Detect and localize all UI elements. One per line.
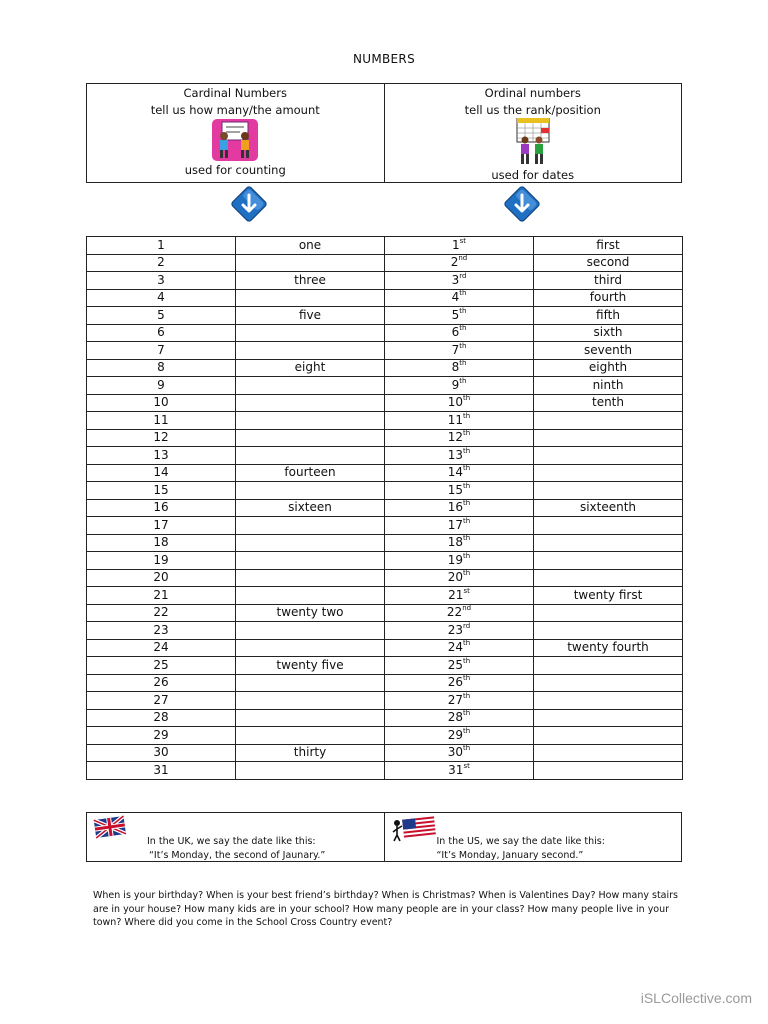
table-row (87, 289, 683, 307)
ordinal-digits: 17 (447, 517, 464, 532)
ordinal-suffix: th (463, 744, 471, 753)
cardinal-word (236, 727, 385, 745)
cardinal-number: 28 (87, 709, 236, 727)
counting-kids-icon (212, 119, 258, 161)
cardinal-number: 24 (87, 639, 236, 657)
table-row (87, 254, 683, 272)
ordinal-word: sixteenth (534, 499, 683, 517)
cardinal-number: 3 (87, 272, 236, 290)
cardinal-word (236, 482, 385, 500)
cardinal-number: 25 (87, 657, 236, 675)
ordinal-word (534, 482, 683, 500)
ordinal-suffix: th (463, 499, 471, 508)
ordinal-digits: 2 (450, 255, 459, 270)
cardinal-number: 7 (87, 342, 236, 360)
ordinal-suffix: th (459, 306, 467, 315)
cardinal-number: 21 (87, 587, 236, 605)
us-date-example: “It’s Monday, January second.” (436, 850, 584, 861)
table-row (87, 517, 683, 535)
cardinal-number: 31 (87, 762, 236, 780)
ordinal-digits: 8 (451, 360, 460, 375)
table-row (87, 639, 683, 657)
ordinal-suffix: th (463, 429, 471, 438)
cardinal-word (236, 692, 385, 710)
ordinal-number (385, 604, 534, 622)
table-row (87, 744, 683, 762)
ordinal-digits: 26 (447, 675, 464, 690)
ordinal-suffix: th (459, 376, 467, 385)
ordinal-number (385, 727, 534, 745)
ordinal-digits: 11 (447, 412, 464, 427)
ordinal-number (385, 657, 534, 675)
ordinal-number (385, 289, 534, 307)
ordinal-digits: 25 (447, 657, 464, 672)
ordinal-word (534, 552, 683, 570)
cardinal-number: 11 (87, 412, 236, 430)
ordinal-suffix: th (463, 516, 471, 525)
ordinal-suffix: th (459, 359, 467, 368)
ordinal-number (385, 499, 534, 517)
ordinal-digits: 30 (447, 745, 464, 760)
ordinal-number (385, 709, 534, 727)
uk-date-intro: In the UK, we say the date like this: (147, 836, 316, 847)
cardinal-word (236, 709, 385, 727)
cardinal-word (236, 674, 385, 692)
ordinal-suffix: th (463, 394, 471, 403)
ordinal-number (385, 534, 534, 552)
ordinal-word (534, 464, 683, 482)
ordinal-word (534, 569, 683, 587)
ordinal-digits: 22 (446, 605, 463, 620)
cardinal-usage: used for counting (184, 163, 286, 177)
uk-flag-icon (93, 815, 127, 841)
cardinal-word: thirty (236, 744, 385, 762)
cardinal-word: twenty five (236, 657, 385, 675)
ordinal-suffix: th (463, 639, 471, 648)
ordinal-suffix: rd (459, 271, 467, 280)
table-row (87, 692, 683, 710)
header-box (86, 83, 682, 183)
ordinal-word (534, 657, 683, 675)
ordinal-word: ninth (534, 377, 683, 395)
ordinal-word (534, 622, 683, 640)
ordinal-title: Ordinal numbers (484, 86, 581, 100)
cardinal-number: 20 (87, 569, 236, 587)
ordinal-digits: 12 (447, 430, 464, 445)
table-row (87, 342, 683, 360)
ordinal-suffix: nd (462, 604, 472, 613)
ordinal-suffix: th (463, 569, 471, 578)
ordinal-suffix: rd (463, 621, 471, 630)
ordinal-number (385, 394, 534, 412)
ordinal-number (385, 307, 534, 325)
cardinal-word (236, 342, 385, 360)
table-row (87, 464, 683, 482)
ordinal-digits: 9 (451, 377, 460, 392)
numbers-table (86, 236, 683, 780)
ordinal-number (385, 464, 534, 482)
cardinal-title: Cardinal Numbers (183, 86, 287, 100)
ordinal-word (534, 534, 683, 552)
ordinal-digits: 15 (447, 482, 464, 497)
cardinal-number: 23 (87, 622, 236, 640)
cardinal-word (236, 639, 385, 657)
table-row (87, 709, 683, 727)
ordinal-number (385, 744, 534, 762)
uk-date-cell (87, 813, 384, 861)
cardinal-number: 2 (87, 254, 236, 272)
cardinal-word (236, 517, 385, 535)
ordinal-suffix: th (463, 481, 471, 490)
cardinal-number: 9 (87, 377, 236, 395)
ordinal-digits: 1 (451, 237, 460, 252)
cardinal-number: 18 (87, 534, 236, 552)
table-row (87, 237, 683, 255)
ordinal-number (385, 254, 534, 272)
ordinal-suffix: th (463, 691, 471, 700)
table-row (87, 324, 683, 342)
cardinal-number: 6 (87, 324, 236, 342)
cardinal-word (236, 289, 385, 307)
cardinal-word (236, 254, 385, 272)
cardinal-number: 13 (87, 447, 236, 465)
ordinal-digits: 23 (447, 622, 464, 637)
cardinal-word (236, 447, 385, 465)
ordinal-word (534, 412, 683, 430)
ordinal-word (534, 692, 683, 710)
ordinal-digits: 29 (447, 727, 464, 742)
cardinal-number: 4 (87, 289, 236, 307)
table-row (87, 429, 683, 447)
cardinal-word: three (236, 272, 385, 290)
ordinal-usage: used for dates (491, 168, 575, 182)
cardinal-number: 26 (87, 674, 236, 692)
cardinal-word: twenty two (236, 604, 385, 622)
ordinal-suffix: th (463, 551, 471, 560)
cardinal-number: 19 (87, 552, 236, 570)
calendar-kids-icon (513, 118, 553, 166)
cardinal-header (87, 84, 384, 182)
cardinal-number: 15 (87, 482, 236, 500)
ordinal-word: fifth (534, 307, 683, 325)
cardinal-word (236, 534, 385, 552)
table-row (87, 587, 683, 605)
ordinal-number (385, 377, 534, 395)
table-row (87, 569, 683, 587)
cardinal-number: 22 (87, 604, 236, 622)
ordinal-suffix: th (463, 411, 471, 420)
cardinal-description: tell us how many/the amount (150, 103, 320, 117)
ordinal-word (534, 709, 683, 727)
down-arrow-icon (502, 184, 542, 224)
ordinal-number (385, 237, 534, 255)
ordinal-digits: 18 (447, 535, 464, 550)
ordinal-header (384, 84, 682, 182)
ordinal-suffix: th (463, 656, 471, 665)
cardinal-word: five (236, 307, 385, 325)
ordinal-number (385, 482, 534, 500)
ordinal-suffix: th (463, 674, 471, 683)
cardinal-word: fourteen (236, 464, 385, 482)
ordinal-number (385, 622, 534, 640)
ordinal-word (534, 429, 683, 447)
cardinal-number: 17 (87, 517, 236, 535)
table-row (87, 307, 683, 325)
ordinal-digits: 20 (447, 570, 464, 585)
ordinal-digits: 6 (451, 325, 460, 340)
ordinal-digits: 10 (447, 395, 464, 410)
ordinal-number (385, 762, 534, 780)
ordinal-number (385, 272, 534, 290)
ordinal-digits: 21 (448, 587, 464, 602)
ordinal-digits: 14 (447, 465, 464, 480)
date-formats-box (86, 812, 682, 862)
table-row (87, 412, 683, 430)
ordinal-digits: 28 (447, 710, 464, 725)
ordinal-suffix: th (463, 709, 471, 718)
ordinal-suffix: th (459, 341, 467, 350)
ordinal-digits: 27 (447, 692, 464, 707)
ordinal-number (385, 359, 534, 377)
table-row (87, 727, 683, 745)
ordinal-digits: 7 (451, 342, 460, 357)
table-row (87, 657, 683, 675)
ordinal-word (534, 604, 683, 622)
cardinal-number: 12 (87, 429, 236, 447)
ordinal-word (534, 517, 683, 535)
ordinal-digits: 5 (451, 307, 460, 322)
ordinal-suffix: st (463, 586, 470, 595)
us-date-cell (384, 813, 682, 861)
footer-watermark: iSLCollective.com (640, 990, 752, 1006)
ordinal-word: fourth (534, 289, 683, 307)
ordinal-word: first (534, 237, 683, 255)
ordinal-word: third (534, 272, 683, 290)
ordinal-number (385, 692, 534, 710)
ordinal-number (385, 674, 534, 692)
table-row (87, 272, 683, 290)
ordinal-word (534, 674, 683, 692)
us-flag-icon (391, 815, 437, 843)
cardinal-word (236, 569, 385, 587)
cardinal-word (236, 324, 385, 342)
cardinal-word: eight (236, 359, 385, 377)
cardinal-word: sixteen (236, 499, 385, 517)
ordinal-word (534, 762, 683, 780)
cardinal-number: 14 (87, 464, 236, 482)
ordinal-suffix: th (459, 289, 467, 298)
table-row (87, 482, 683, 500)
ordinal-digits: 24 (447, 640, 464, 655)
cardinal-number: 1 (87, 237, 236, 255)
ordinal-suffix: th (463, 464, 471, 473)
cardinal-word (236, 552, 385, 570)
table-row (87, 674, 683, 692)
ordinal-suffix: th (459, 324, 467, 333)
ordinal-word: sixth (534, 324, 683, 342)
ordinal-suffix: st (459, 236, 467, 245)
table-row (87, 377, 683, 395)
cardinal-word (236, 762, 385, 780)
table-row (87, 552, 683, 570)
cardinal-number: 27 (87, 692, 236, 710)
ordinal-number (385, 517, 534, 535)
ordinal-number (385, 429, 534, 447)
table-row (87, 499, 683, 517)
ordinal-number (385, 412, 534, 430)
ordinal-word: eighth (534, 359, 683, 377)
ordinal-word (534, 727, 683, 745)
cardinal-word (236, 412, 385, 430)
cardinal-number: 16 (87, 499, 236, 517)
ordinal-word: twenty first (534, 587, 683, 605)
ordinal-digits: 3 (451, 272, 460, 287)
down-arrow-icon (229, 184, 269, 224)
ordinal-digits: 16 (447, 500, 464, 515)
cardinal-word (236, 622, 385, 640)
table-row (87, 762, 683, 780)
ordinal-word: twenty fourth (534, 639, 683, 657)
ordinal-digits: 13 (447, 447, 464, 462)
ordinal-number (385, 587, 534, 605)
ordinal-number (385, 639, 534, 657)
ordinal-suffix: st (463, 761, 470, 770)
cardinal-number: 10 (87, 394, 236, 412)
table-row (87, 447, 683, 465)
ordinal-word (534, 447, 683, 465)
cardinal-number: 5 (87, 307, 236, 325)
cardinal-number: 8 (87, 359, 236, 377)
ordinal-word (534, 744, 683, 762)
ordinal-number (385, 569, 534, 587)
ordinal-suffix: th (463, 534, 471, 543)
table-row (87, 534, 683, 552)
table-row (87, 622, 683, 640)
table-row (87, 394, 683, 412)
ordinal-digits: 31 (448, 762, 464, 777)
page-title: NUMBERS (353, 52, 415, 66)
ordinal-suffix: th (463, 726, 471, 735)
discussion-questions: When is your birthday? When is your best friend’s birthday? When is Christmas? When is Valentines Day? How many stairs are in your house? How many kids are in your school? How many people are in your class? How many people live in your town? Where did you come in the School Cross Country event? (93, 890, 678, 928)
cardinal-number: 30 (87, 744, 236, 762)
cardinal-word (236, 394, 385, 412)
cardinal-number: 29 (87, 727, 236, 745)
uk-date-example: “It’s Monday, the second of Jaunary.” (149, 850, 326, 861)
cardinal-word: one (236, 237, 385, 255)
ordinal-word: seventh (534, 342, 683, 360)
ordinal-number (385, 447, 534, 465)
ordinal-word: tenth (534, 394, 683, 412)
ordinal-digits: 19 (447, 552, 464, 567)
table-row (87, 359, 683, 377)
us-date-intro: In the US, we say the date like this: (436, 836, 605, 847)
ordinal-number (385, 342, 534, 360)
ordinal-suffix: nd (458, 254, 468, 263)
ordinal-number (385, 552, 534, 570)
ordinal-number (385, 324, 534, 342)
ordinal-digits: 4 (451, 290, 460, 305)
cardinal-word (236, 429, 385, 447)
ordinal-suffix: th (463, 446, 471, 455)
cardinal-word (236, 377, 385, 395)
ordinal-description: tell us the rank/position (464, 103, 601, 117)
table-row (87, 604, 683, 622)
cardinal-word (236, 587, 385, 605)
ordinal-word: second (534, 254, 683, 272)
